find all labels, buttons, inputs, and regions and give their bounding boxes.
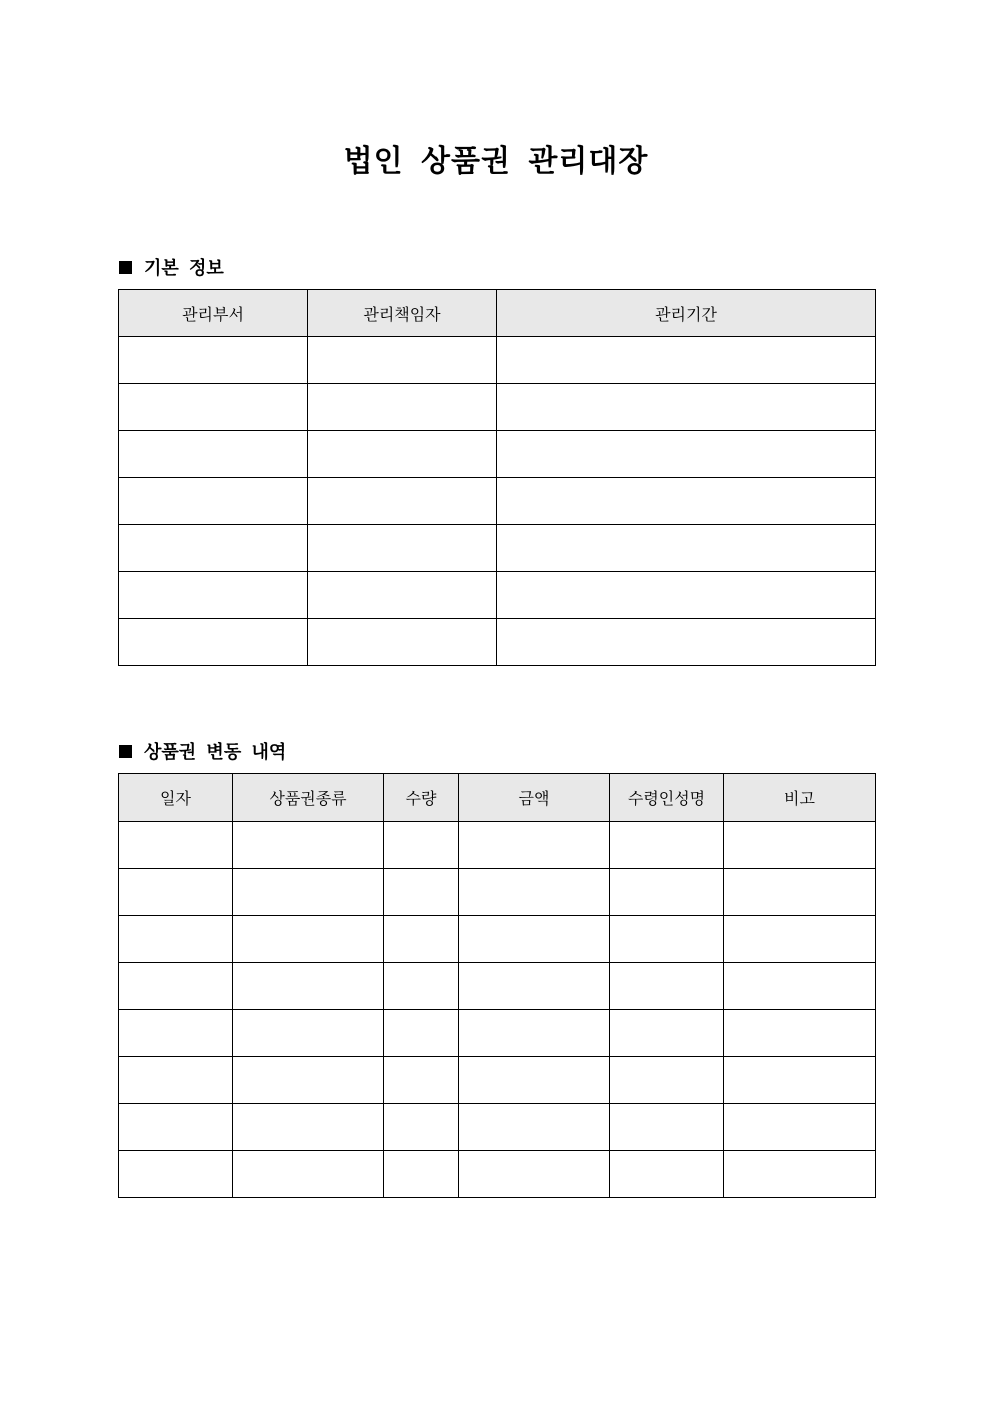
table-cell[interactable] <box>724 1057 876 1104</box>
table-cell[interactable] <box>724 1104 876 1151</box>
table-cell[interactable] <box>497 478 876 525</box>
table-row <box>119 525 876 572</box>
column-header-voucher-type: 상품권종류 <box>233 774 384 822</box>
table-cell[interactable] <box>724 1010 876 1057</box>
table-row <box>119 1057 876 1104</box>
table-cell[interactable] <box>497 572 876 619</box>
table-row <box>119 1010 876 1057</box>
table-cell[interactable] <box>233 963 384 1010</box>
table-cell[interactable] <box>610 1010 724 1057</box>
table-cell[interactable] <box>724 1151 876 1198</box>
table-cell[interactable] <box>308 431 497 478</box>
table-cell[interactable] <box>497 619 876 666</box>
table-cell[interactable] <box>610 1151 724 1198</box>
table-cell[interactable] <box>459 1010 610 1057</box>
table-cell[interactable] <box>384 822 459 869</box>
table-row <box>119 1104 876 1151</box>
basic-info-table <box>118 289 876 666</box>
table-cell[interactable] <box>119 1104 233 1151</box>
table-cell[interactable] <box>233 1010 384 1057</box>
table-cell[interactable] <box>233 1104 384 1151</box>
column-header-amount: 금액 <box>459 774 610 822</box>
page-title: 법인 상품권 관리대장 <box>343 144 649 179</box>
table-cell[interactable] <box>119 869 233 916</box>
table-cell[interactable] <box>119 1010 233 1057</box>
table-cell[interactable] <box>384 1010 459 1057</box>
table-row <box>119 916 876 963</box>
table-cell[interactable] <box>384 1104 459 1151</box>
table-cell[interactable] <box>610 1057 724 1104</box>
table-cell[interactable] <box>233 1057 384 1104</box>
table-cell[interactable] <box>119 525 308 572</box>
column-header-date: 일자 <box>119 774 233 822</box>
change-history-table <box>118 773 876 1198</box>
table-cell[interactable] <box>119 963 233 1010</box>
table-cell[interactable] <box>119 619 308 666</box>
column-header-department: 관리부서 <box>119 290 308 337</box>
table-cell[interactable] <box>119 822 233 869</box>
table-cell[interactable] <box>119 337 308 384</box>
table-cell[interactable] <box>308 384 497 431</box>
table-cell[interactable] <box>459 1151 610 1198</box>
table-cell[interactable] <box>308 337 497 384</box>
table-cell[interactable] <box>724 916 876 963</box>
table-cell[interactable] <box>459 822 610 869</box>
table-row <box>119 1151 876 1198</box>
table-row <box>119 431 876 478</box>
change-history-heading-label: 상품권 변동 내역 <box>144 742 287 763</box>
table-cell[interactable] <box>308 619 497 666</box>
table-row <box>119 963 876 1010</box>
table-cell[interactable] <box>610 869 724 916</box>
table-cell[interactable] <box>308 572 497 619</box>
basic-info-heading-label: 기본 정보 <box>144 258 224 279</box>
table-cell[interactable] <box>459 869 610 916</box>
table-cell[interactable] <box>119 1057 233 1104</box>
table-cell[interactable] <box>459 963 610 1010</box>
table-cell[interactable] <box>233 916 384 963</box>
table-cell[interactable] <box>384 916 459 963</box>
table-cell[interactable] <box>459 1057 610 1104</box>
table-row <box>119 337 876 384</box>
table-cell[interactable] <box>497 384 876 431</box>
table-cell[interactable] <box>119 384 308 431</box>
basic-info-heading <box>119 254 224 280</box>
table-cell[interactable] <box>119 478 308 525</box>
column-header-manager: 관리책임자 <box>308 290 497 337</box>
table-cell[interactable] <box>724 869 876 916</box>
column-header-quantity: 수량 <box>384 774 459 822</box>
table-cell[interactable] <box>497 431 876 478</box>
column-header-recipient-name: 수령인성명 <box>610 774 724 822</box>
table-cell[interactable] <box>233 1151 384 1198</box>
table-cell[interactable] <box>119 572 308 619</box>
table-cell[interactable] <box>497 337 876 384</box>
table-row <box>119 822 876 869</box>
table-cell[interactable] <box>384 869 459 916</box>
table-row <box>119 869 876 916</box>
table-cell[interactable] <box>610 963 724 1010</box>
table-row <box>119 572 876 619</box>
table-row <box>119 619 876 666</box>
table-cell[interactable] <box>497 525 876 572</box>
square-bullet-icon <box>119 261 132 274</box>
table-cell[interactable] <box>384 1151 459 1198</box>
table-cell[interactable] <box>610 916 724 963</box>
table-row <box>119 384 876 431</box>
table-cell[interactable] <box>119 431 308 478</box>
table-cell[interactable] <box>724 822 876 869</box>
table-cell[interactable] <box>233 869 384 916</box>
change-history-heading <box>119 738 286 764</box>
square-bullet-icon <box>119 745 132 758</box>
table-cell[interactable] <box>724 963 876 1010</box>
table-cell[interactable] <box>384 963 459 1010</box>
table-cell[interactable] <box>384 1057 459 1104</box>
column-header-remarks: 비고 <box>724 774 876 822</box>
table-cell[interactable] <box>119 916 233 963</box>
table-row <box>119 478 876 525</box>
column-header-period: 관리기간 <box>497 290 876 337</box>
table-cell[interactable] <box>233 822 384 869</box>
basic-info-header-row <box>119 290 876 337</box>
table-cell[interactable] <box>459 1104 610 1151</box>
table-cell[interactable] <box>308 478 497 525</box>
table-cell[interactable] <box>308 525 497 572</box>
table-cell[interactable] <box>459 916 610 963</box>
table-cell[interactable] <box>610 822 724 869</box>
table-cell[interactable] <box>119 1151 233 1198</box>
change-history-header-row <box>119 774 876 822</box>
table-cell[interactable] <box>610 1104 724 1151</box>
